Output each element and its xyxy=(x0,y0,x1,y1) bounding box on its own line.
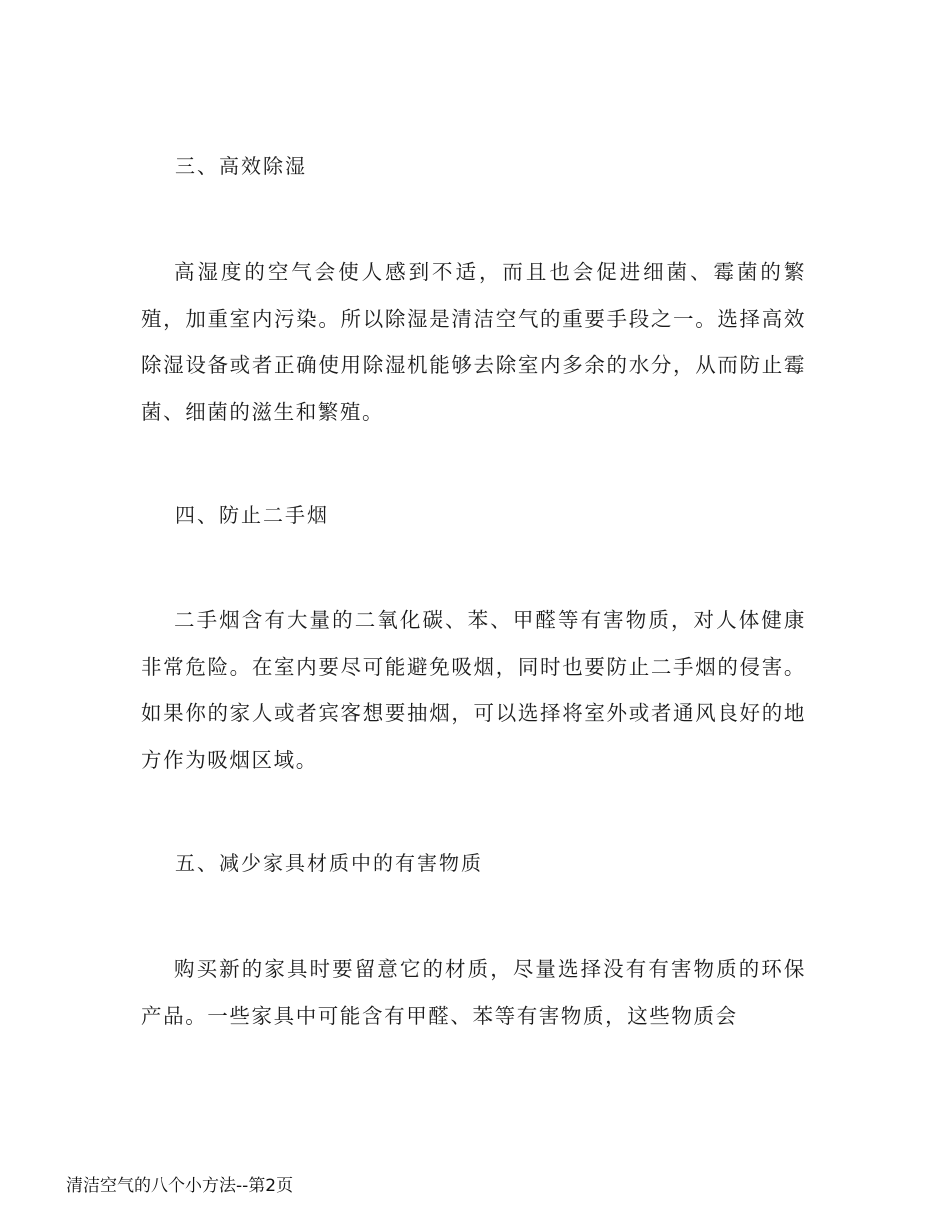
section-heading-furniture-materials: 五、减少家具材质中的有害物质 xyxy=(175,851,483,875)
section-heading-secondhand-smoke: 四、防止二手烟 xyxy=(175,503,329,527)
section-heading-dehumidify: 三、高效除湿 xyxy=(175,154,307,178)
page-footer: 清洁空气的八个小方法--第2页 xyxy=(66,1176,294,1196)
section-paragraph-furniture-materials: 购买新的家具时要留意它的材质，尽量选择没有有害物质的环保产品。一些家具中可能含有甲醛、苯等有害物质，这些物质会 xyxy=(141,957,806,1028)
section-paragraph-dehumidify: 高湿度的空气会使人感到不适，而且也会促进细菌、霉菌的繁殖，加重室内污染。所以除湿是清洁空气的重要手段之一。选择高效除湿设备或者正确使用除湿机能够去除室内多余的水分，从而防止霉菌、细菌的滋生和繁殖。 xyxy=(141,260,806,424)
section-paragraph-secondhand-smoke: 二手烟含有大量的二氧化碳、苯、甲醛等有害物质，对人体健康非常危险。在室内要尽可能避免吸烟，同时也要防止二手烟的侵害。如果你的家人或者宾客想要抽烟，可以选择将室外或者通风良好的地方作为吸烟区域。 xyxy=(141,608,806,772)
